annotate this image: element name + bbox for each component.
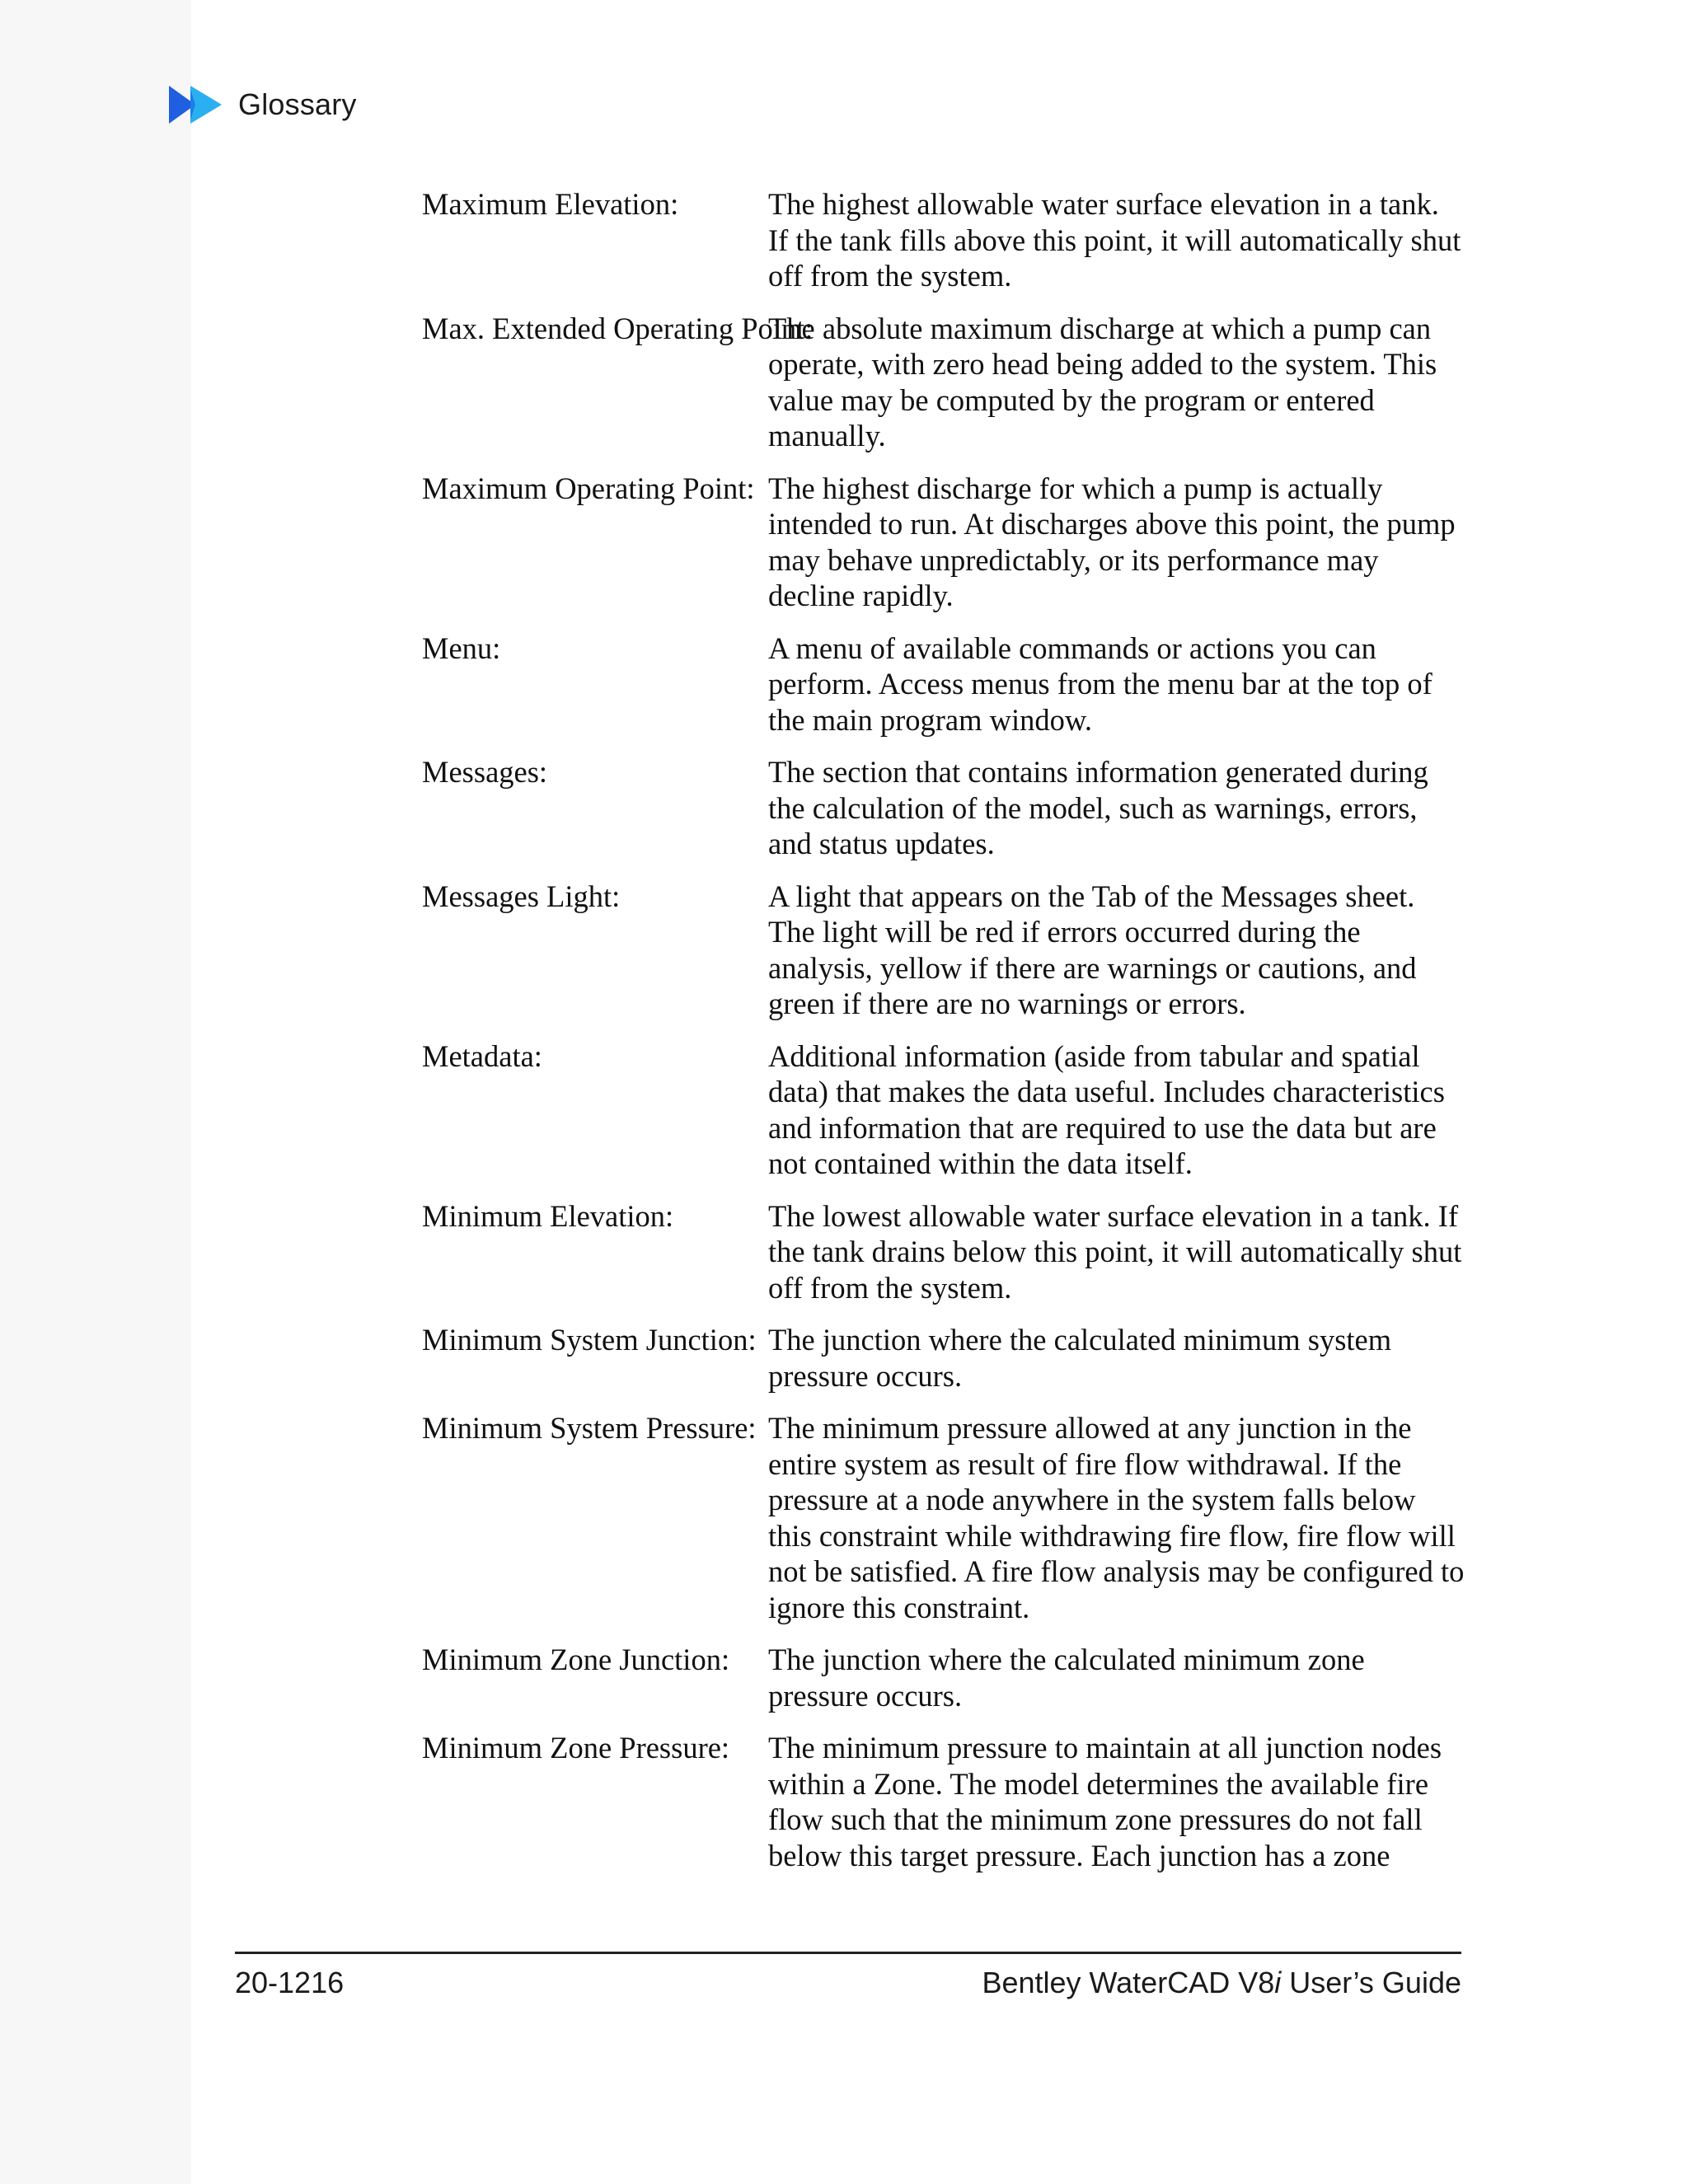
glossary-definition: A light that appears on the Tab of the Messages sheet. The light will be red if errors occurred during the analysis, yellow if there are warnings or cautions, and green if there are no warnings or errors.	[768, 879, 1417, 1020]
glossary-term: Messages Light:	[422, 879, 621, 913]
glossary-entry	[422, 630, 1469, 738]
guide-title	[982, 1966, 1461, 2000]
glossary-definition: The junction where the calculated minimum system pressure occurs.	[768, 1323, 1392, 1393]
glossary-term: Metadata:	[422, 1038, 542, 1073]
guide-title-prefix: Bentley WaterCAD V8	[982, 1966, 1275, 1999]
glossary-entry	[422, 879, 1469, 1022]
glossary-term: Minimum Zone Pressure:	[422, 1731, 730, 1765]
glossary-definition: The highest discharge for which a pump is actually intended to run. At discharges above this point, the pump may behave unpredictably, or its performance may decline rapidly.	[768, 471, 1456, 612]
guide-title-italic: i	[1274, 1966, 1282, 1999]
glossary-entry	[422, 1322, 1469, 1394]
glossary-entry	[422, 186, 1469, 294]
glossary-definition: The junction where the calculated minimum zone pressure occurs.	[768, 1643, 1365, 1713]
glossary-term: Maximum Elevation:	[422, 187, 679, 221]
glossary-term: Minimum System Junction:	[422, 1323, 757, 1357]
double-chevron-right-icon	[169, 86, 222, 124]
glossary-entry	[422, 754, 1469, 862]
glossary-definition: The highest allowable water surface elevation in a tank. If the tank fills above this point, it will automatically shut off from the system.	[768, 187, 1461, 293]
glossary-term: Messages:	[422, 755, 548, 789]
glossary-entry	[422, 1642, 1469, 1713]
glossary-definition: The minimum pressure to maintain at all junction nodes within a Zone. The model determines the available fire flow such that the minimum zone pressures do not fall below this target pressure. Each junction has a zone	[768, 1731, 1442, 1872]
glossary-entry	[422, 1038, 1469, 1182]
page-number: 20-1216	[235, 1966, 345, 1999]
glossary-entry	[422, 311, 1469, 454]
glossary-definition: A menu of available commands or actions you can perform. Access menus from the menu bar at the top of the main program window.	[768, 630, 1432, 737]
glossary-definition: The minimum pressure allowed at any junction in the entire system as result of fire flow withdrawal. If the pressure at a node anywhere in the system falls below this constraint while withdrawing fire flow, fire flow will not be satisfied. A fire flow analysis may be configured to ignore this constraint.	[768, 1411, 1465, 1624]
glossary-entry	[422, 1198, 1469, 1306]
glossary-term: Menu:	[422, 630, 501, 665]
glossary-entry	[422, 471, 1469, 614]
glossary-term: Minimum Elevation:	[422, 1198, 674, 1233]
glossary-term: Max. Extended Operating Point:	[422, 311, 814, 345]
glossary-definition: Additional information (aside from tabular and spatial data) that makes the data useful. Includes characteristics and information that are required to use the data but are not contained within the data itself.	[768, 1038, 1445, 1180]
glossary-definition: The section that contains information generated during the calculation of the model, such as warnings, errors, and status updates.	[768, 755, 1428, 860]
guide-title-suffix: User’s Guide	[1281, 1966, 1461, 1999]
glossary-entry	[422, 1730, 1469, 1873]
section-title: Glossary	[238, 87, 357, 121]
glossary-list	[422, 186, 1469, 1890]
page-header	[169, 86, 357, 124]
glossary-definition: The absolute maximum discharge at which a pump can operate, with zero head being added to the system. This value may be computed by the program or entered manually.	[768, 311, 1437, 452]
glossary-term: Minimum Zone Junction:	[422, 1643, 730, 1676]
glossary-term: Minimum System Pressure:	[422, 1411, 757, 1445]
glossary-definition: The lowest allowable water surface elevation in a tank. If the tank drains below this point, it will automatically shut off from the system.	[768, 1198, 1462, 1305]
glossary-entry	[422, 1410, 1469, 1625]
glossary-term: Maximum Operating Point:	[422, 471, 755, 505]
footer-divider	[235, 1952, 1461, 1954]
